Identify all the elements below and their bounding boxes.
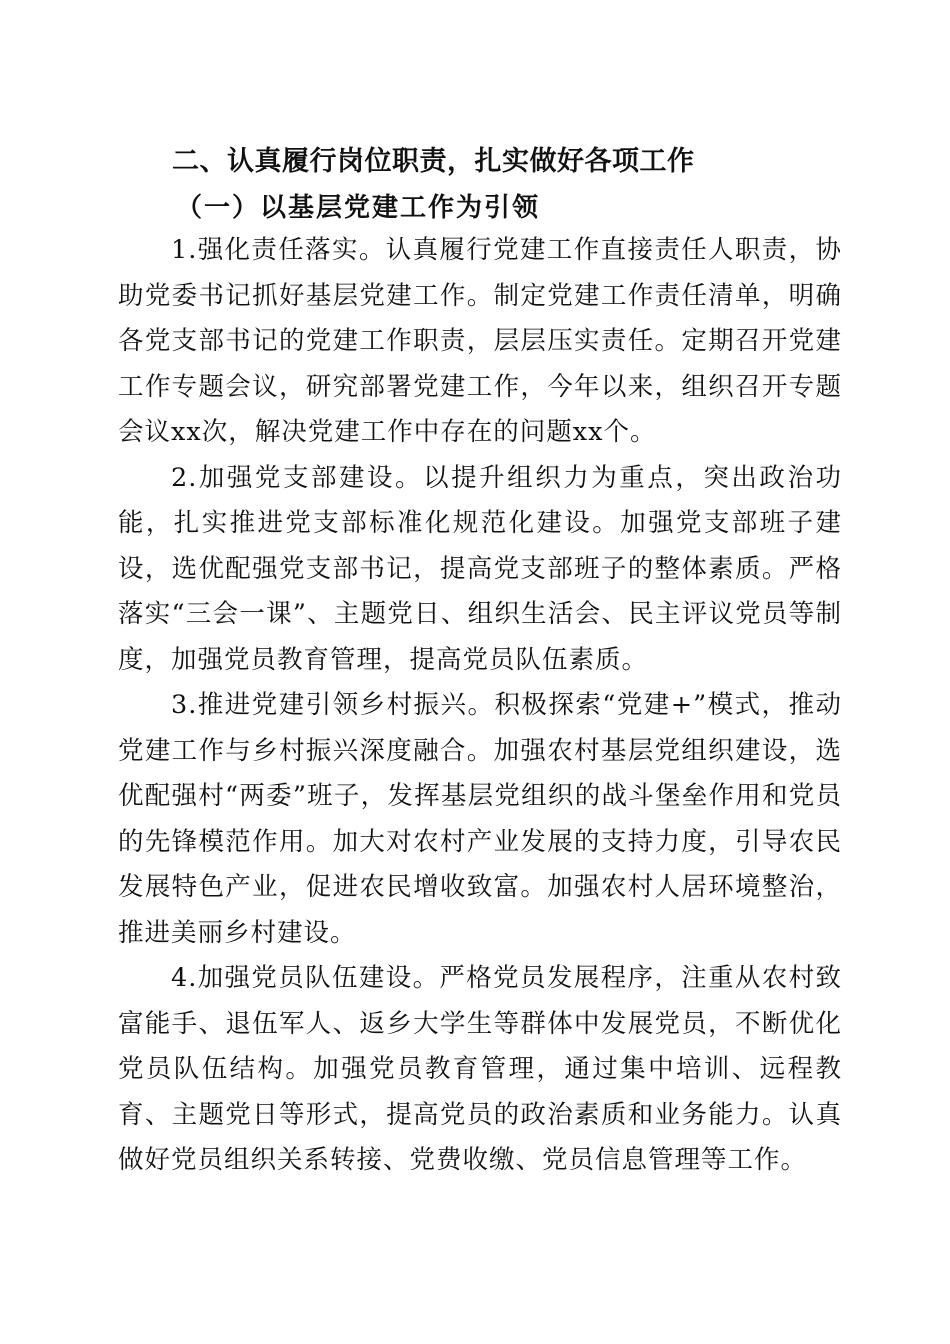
paragraph-4: 4.加强党员队伍建设。严格党员发展程序，注重从农村致富能手、退伍军人、返乡大学生等群体中发展党员，不断优化党员队伍结构。加强党员教育管理，通过集中培训、远程教育、主题党日等形式，提高党员的政治素质和业务能力。认真做好党员组织关系转接、党费收缴、党员信息管理等工作。 xyxy=(118,963,842,1175)
document-body xyxy=(118,228,842,1184)
subsection-heading: （一）以基层党建工作为引领 xyxy=(176,193,541,223)
paragraph-3: 3.推进党建引领乡村振兴。积极探索“党建+”模式，推动党建工作与乡村振兴深度融合。加强农村基层党组织建设，选优配强村“两委”班子，发挥基层党组织的战斗堡垒作用和党员的先锋模范作用。加大对农村产业发展的支持力度，引导农民发展特色产业，促进农民增收致富。加强农村人居环境整治，推进美丽乡村建设。 xyxy=(118,690,842,948)
section-heading: 二、认真履行岗位职责，扎实做好各项工作 xyxy=(172,146,695,177)
paragraph-1: 1.强化责任落实。认真履行党建工作直接责任人职责，协助党委书记抓好基层党建工作。制定党建工作责任清单，明确各党支部书记的党建工作职责，层层压实责任。定期召开党建工作专题会议，研究部署党建工作，今年以来，组织召开专题会议xx次，解决党建工作中存在的问题xx个。 xyxy=(118,235,842,447)
paragraph-2: 2.加强党支部建设。以提升组织力为重点，突出政治功能，扎实推进党支部标准化规范化建设。加强党支部班子建设，选优配强党支部书记，提高党支部班子的整体素质。严格落实“三会一课”、主题党日、组织生活会、民主评议党员等制度，加强党员教育管理，提高党员队伍素质。 xyxy=(118,462,842,675)
